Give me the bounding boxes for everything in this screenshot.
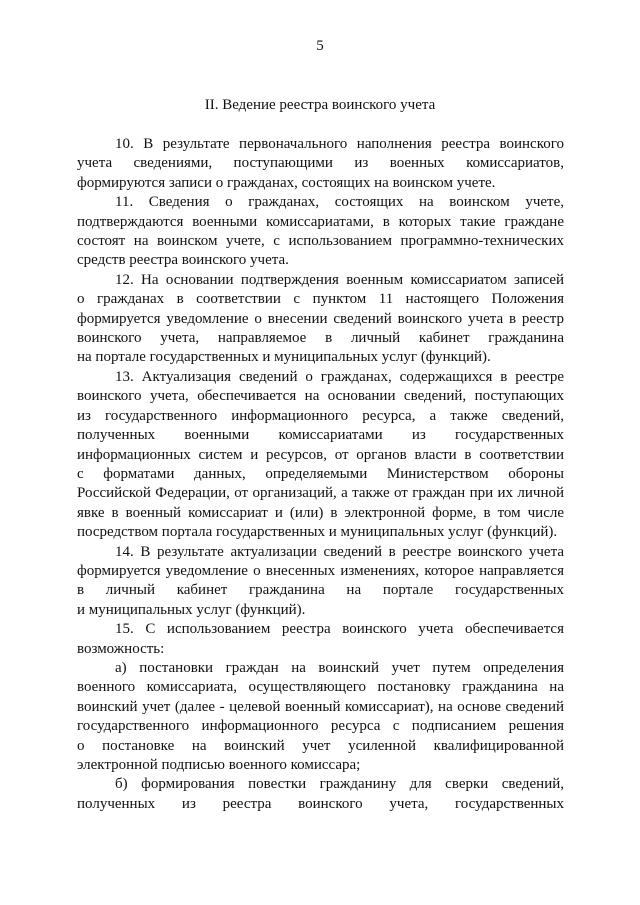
paragraph-line: информационных систем и ресурсов, от органов власти в соответствии	[77, 446, 564, 463]
paragraph-line: воинского учета, обеспечивается на основании сведений, поступающих	[77, 388, 564, 405]
paragraph-line: б) формирования повестки гражданину для сверки сведений,	[115, 776, 564, 793]
paragraph-line: 14. В результате актуализации сведений в реестре воинского учета	[115, 543, 564, 560]
page-number: 5	[316, 38, 324, 54]
paragraph-line: подтверждаются военными комиссариатами, в которых такие граждане	[77, 213, 564, 230]
paragraph-line: посредством портала государственных и муниципальных услуг (функций).	[77, 524, 558, 541]
paragraph	[77, 659, 564, 775]
paragraph-line: воинский учет (далее - целевой военный комиссариат), на основе сведений	[77, 698, 564, 715]
paragraph-line: военного комиссариата, осуществляющего постановку гражданина на	[77, 679, 564, 696]
paragraph	[77, 193, 564, 271]
paragraph-line: явке в военный комиссариат и (или) в электронной форме, в том числе	[77, 504, 564, 521]
paragraph-line: электронной подписью военного комиссара;	[77, 757, 361, 773]
paragraph-line: формируется уведомление о внесенных изменениях, которое направляется	[77, 562, 564, 579]
paragraph-line: полученных из реестра воинского учета, государственных	[77, 795, 564, 812]
paragraph-line: с форматами данных, определяемыми Министерством обороны	[77, 465, 564, 482]
paragraph-line: государственного информационного ресурса с подписанием решения	[77, 718, 564, 735]
paragraph-line: Российской Федерации, от организаций, а также от граждан при их личной	[77, 485, 564, 502]
paragraph	[77, 135, 564, 193]
paragraph-line: воинского учета, направляемое в личный кабинет гражданина	[77, 330, 564, 347]
paragraph	[77, 620, 564, 659]
paragraph-line: и муниципальных услуг (функций).	[77, 601, 306, 618]
paragraph-line: полученных военными комиссариатами из государственных	[77, 427, 564, 444]
paragraph	[77, 543, 564, 621]
paragraph-line: возможность:	[77, 640, 165, 657]
paragraph-line: 10. В результате первоначального наполнения реестра воинского	[115, 136, 564, 152]
paragraph-line: в личный кабинет гражданина на портале государственных	[77, 582, 564, 599]
paragraph-line: состоят на воинском учете, с использованием программно-технических	[77, 233, 564, 250]
paragraph-line: о гражданах в соответствии с пунктом 11 настоящего Положения	[77, 291, 564, 308]
paragraph-line: учета сведениями, поступающими из военных комиссариатов,	[77, 155, 564, 172]
paragraph	[77, 368, 564, 543]
paragraph-line: о постановке на воинский учет усиленной квалифицированной	[77, 737, 564, 754]
paragraph	[77, 775, 564, 814]
document-body	[77, 135, 564, 814]
paragraph-line: из государственного информационного ресурса, а также сведений,	[77, 407, 564, 424]
paragraph-line: средств реестра воинского учета.	[77, 252, 289, 269]
paragraph	[77, 271, 564, 368]
section-title: II. Ведение реестра воинского учета	[204, 97, 436, 113]
paragraph-line: формируется уведомление о внесении сведений воинского учета в реестр	[77, 310, 564, 327]
paragraph-line: 12. На основании подтверждения военным комиссариатом записей	[115, 271, 564, 288]
paragraph-line: а) постановки граждан на воинский учет путем определения	[115, 659, 564, 676]
paragraph-line: 11. Сведения о гражданах, состоящих на воинском учете,	[115, 194, 564, 211]
paragraph-line: 13. Актуализация сведений о гражданах, содержащихся в реестре	[115, 368, 564, 385]
paragraph-line: формируются записи о гражданах, состоящих на воинском учете.	[77, 174, 496, 191]
paragraph-line: на портале государственных и муниципальных услуг (функций).	[77, 349, 491, 366]
paragraph-line: 15. С использованием реестра воинского учета обеспечивается	[115, 621, 564, 638]
